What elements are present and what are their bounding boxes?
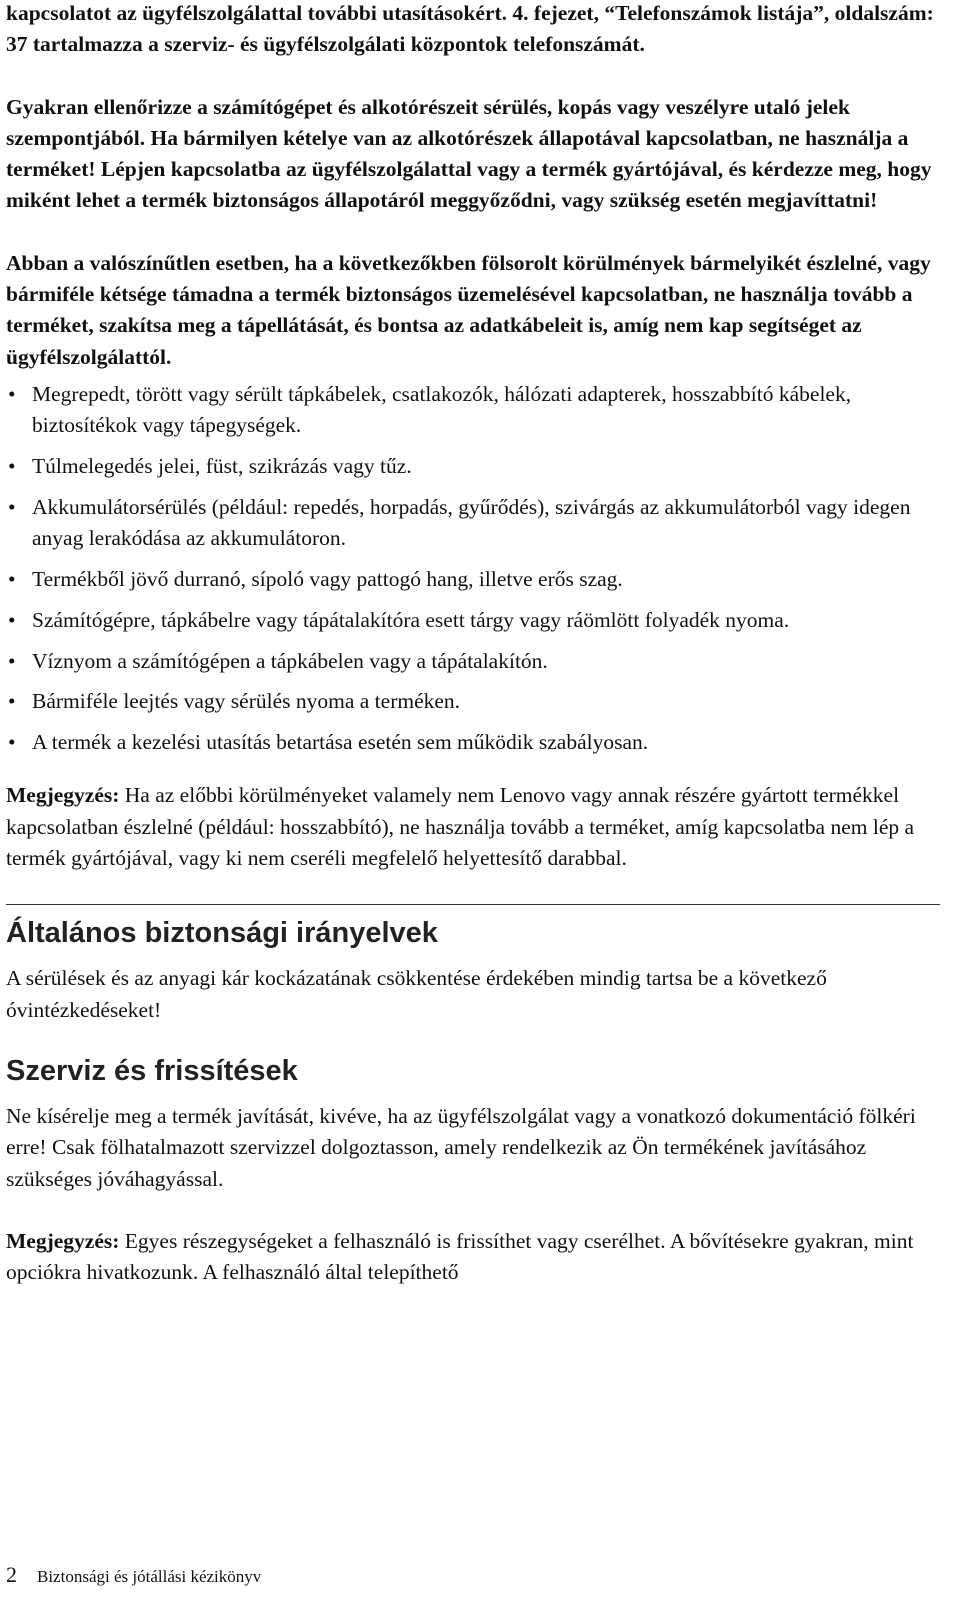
general-safety-paragraph: A sérülések és az anyagi kár kockázatának csökkentése érdekében mindig tartsa be a következő óvintézkedéseket!: [6, 966, 827, 1022]
bullet-icon: •: [8, 607, 16, 632]
service-paragraph: Ne kísérelje meg a termék javítását, kivéve, ha az ügyfélszolgálat vagy a vonatkozó dokumentáció fölkéri erre! Csak fölhatalmazott szervizzel dolgoztasson, amely rendelkezik az Ön termékének javításához szükséges jóváhagyással.: [6, 1103, 916, 1191]
list-item-text: Túlmelegedés jelei, füst, szikrázás vagy tűz.: [32, 454, 412, 479]
inspection-paragraph: Gyakran ellenőrizze a számítógépet és alkotórészeit sérülés, kopás vagy veszélyre utaló jelek szempontjából. Ha bármilyen kételye van az alkotórészek állapotával kapcsolatban, ne használja a terméket! Lépjen kapcsolatba az ügyfélszolgálattal vagy a termék gyártójával, és kérdezze meg, hogy miként lehet a termék biztonságos állapotáról meggyőződni, vagy szükség esetén megjavíttatni!: [6, 94, 932, 213]
list-item-text: A termék a kezelési utasítás betartása esetén sem működik szabályosan.: [32, 730, 649, 755]
note-text: Egyes részegységeket a felhasználó is frissíthet vagy cserélhet. A bővítésekre gyakran, mint opciókra hivatkozunk. A felhasználó által telepíthető: [6, 1228, 914, 1285]
document-page: [6, 0, 940, 1288]
list-item-text: Számítógépre, tápkábelre vagy tápátalakítóra esett tárgy vagy ráömlött folyadék nyoma.: [32, 607, 790, 632]
note-label: Megjegyzés:: [6, 1228, 120, 1253]
list-item-text: Akkumulátorsérülés (például: repedés, horpadás, gyűrődés), szivárgás az akkumulátorból vagy idegen anyag lerakódása az akkumulátoron.: [32, 494, 911, 551]
list-item: [6, 686, 940, 717]
section-divider: [6, 904, 940, 905]
bullet-icon: •: [8, 381, 16, 406]
note-text: Ha az előbbi körülményeket valamely nem Lenovo vagy annak részére gyártott termékkel kapcsolatban észlelné (például: hosszabbító), ne használja tovább a terméket, amíg kapcsolatba nem lép a termék gyártójával, vagy ki nem cseréli megfelelő helyettesítő darabbal.: [6, 783, 915, 871]
list-item-text: Bármiféle leejtés vagy sérülés nyoma a terméken.: [32, 689, 461, 714]
list-item-text: Megrepedt, törött vagy sérült tápkábelek, csatlakozók, hálózati adapterek, hosszabbító kábelek, biztosítékok vagy tápegységek.: [32, 381, 852, 438]
heading-service-upgrades: Szerviz és frissítések: [6, 1054, 298, 1087]
note-paragraph: [6, 1226, 940, 1289]
list-item: [6, 379, 940, 442]
page-number: 2: [6, 1562, 17, 1587]
conditions-paragraph: Abban a valószínűtlen esetben, ha a következőkben fölsorolt körülmények bármelyikét észlelné, vagy bármiféle kétsége támadna a termék biztonságos üzemelésével kapcsolatban, ne használja tovább a terméket, szakítsa meg a tápellátását, és bontsa az adatkábeleit is, amíg nem kap segítséget az ügyfélszolgálattól.: [6, 250, 931, 369]
list-item-text: Termékből jövő durranó, sípoló vagy pattogó hang, illetve erős szag.: [32, 566, 623, 591]
page-footer: [6, 1562, 261, 1588]
list-item: [6, 492, 940, 555]
note-paragraph: [6, 780, 940, 874]
list-item-text: Víznyom a számítógépen a tápkábelen vagy a tápátalakítón.: [32, 648, 548, 673]
book-title: Biztonsági és jótállási kézikönyv: [37, 1567, 262, 1586]
bullet-icon: •: [8, 494, 16, 519]
hazard-list: [6, 379, 940, 758]
bullet-icon: •: [8, 648, 16, 673]
bullet-icon: •: [8, 689, 16, 714]
bullet-icon: •: [8, 730, 16, 755]
list-item: [6, 646, 940, 677]
list-item: [6, 605, 940, 636]
list-item: [6, 564, 940, 595]
bullet-icon: •: [8, 454, 16, 479]
list-item: [6, 451, 940, 482]
heading-general-safety: Általános biztonsági irányelvek: [6, 917, 438, 950]
list-item: [6, 727, 940, 758]
note-label: Megjegyzés:: [6, 783, 120, 808]
bullet-icon: •: [8, 566, 16, 591]
intro-paragraph: kapcsolatot az ügyfélszolgálattal további utasításokért. 4. fejezet, “Telefonszámok listája”, oldalszám: 37 tartalmazza a szerviz- és ügyfélszolgálati központok telefonszámát.: [6, 1, 934, 57]
